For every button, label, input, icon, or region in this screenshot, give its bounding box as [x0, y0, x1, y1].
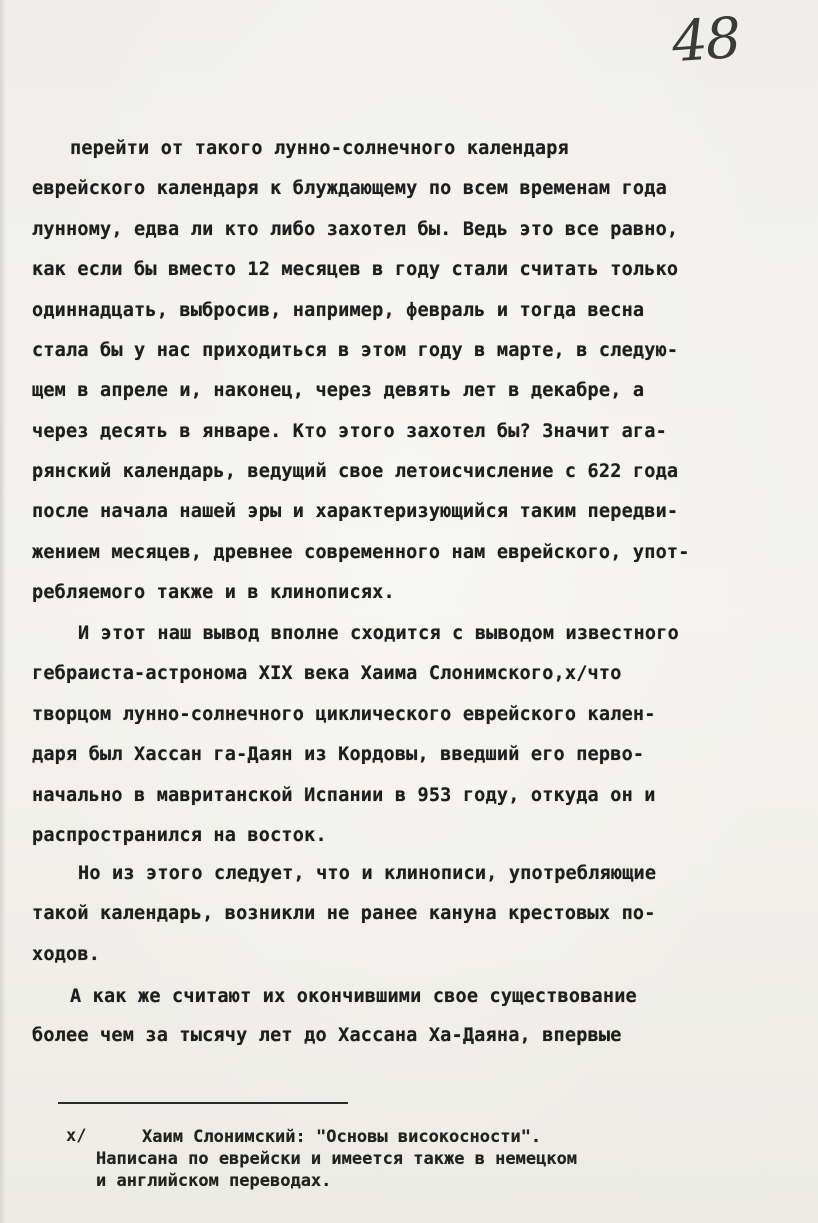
text-line: А как же считают их окончившими свое существование [70, 986, 637, 1007]
text-line: начально в мавританской Испании в 953 году, откуда он и [32, 785, 656, 806]
text-line: И этот наш вывод вполне сходится с выводом известного [78, 623, 679, 644]
text-line: одиннадцать, выбросив, например, февраль и тогда весна [32, 300, 645, 321]
text-line: после начала нашей эры и характеризующийся таким передви- [32, 501, 679, 522]
text-line: перейти от такого лунно-солнечного календаря [70, 138, 569, 159]
text-line: через десять в январе. Кто этого захотел бы? Значит ага- [32, 421, 667, 442]
text-line: ребляемого также и в клинописях. [32, 582, 395, 603]
text-line: стала бы у нас приходиться в этом году в марте, в следую- [32, 340, 679, 361]
text-line: более чем за тысячу лет до Хассана Ха-Даяна, впервые [32, 1025, 622, 1046]
text-line: как если бы вместо 12 месяцев в году стали считать только [32, 259, 679, 280]
text-line: жением месяцев, древнее современного нам еврейского, упот- [32, 542, 690, 563]
text-line: еврейского календаря к блуждающему по всем временам года [32, 178, 667, 199]
text-line: такой календарь, возникли не ранее кануна крестовых по- [32, 903, 656, 924]
text-line: лунному, едва ли кто либо захотел бы. Ведь это все равно, [32, 219, 679, 240]
page-edge-shadow [0, 0, 6, 1223]
footnote-line: и английском переводах. [96, 1171, 332, 1191]
text-line: даря был Хассан га-Даян из Кордовы, введший его перво- [32, 744, 645, 765]
text-line: рянский календарь, ведущий свое летоисчисление с 622 года [32, 461, 679, 482]
footnote-rule [58, 1102, 348, 1104]
text-line: ходов. [32, 944, 101, 965]
page-number: 48 [669, 5, 742, 76]
text-line: гебраиста-астронома XIX века Хаима Слонимского,x/что [32, 663, 622, 684]
text-line: творцом лунно-солнечного циклического еврейского кален- [32, 704, 656, 725]
text-line: щем в апреле и, наконец, через девять лет в декабре, а [32, 380, 645, 401]
footnote-line: Написана по еврейски и имеется также в немецком [96, 1149, 578, 1169]
text-line: Но из этого следует, что и клинописи, употребляющие [78, 863, 657, 884]
text-line: распространился на восток. [32, 825, 327, 846]
footnote-mark: x/ [66, 1126, 87, 1146]
footnote-line: Хаим Слонимский: "Основы високосности". [142, 1127, 542, 1147]
